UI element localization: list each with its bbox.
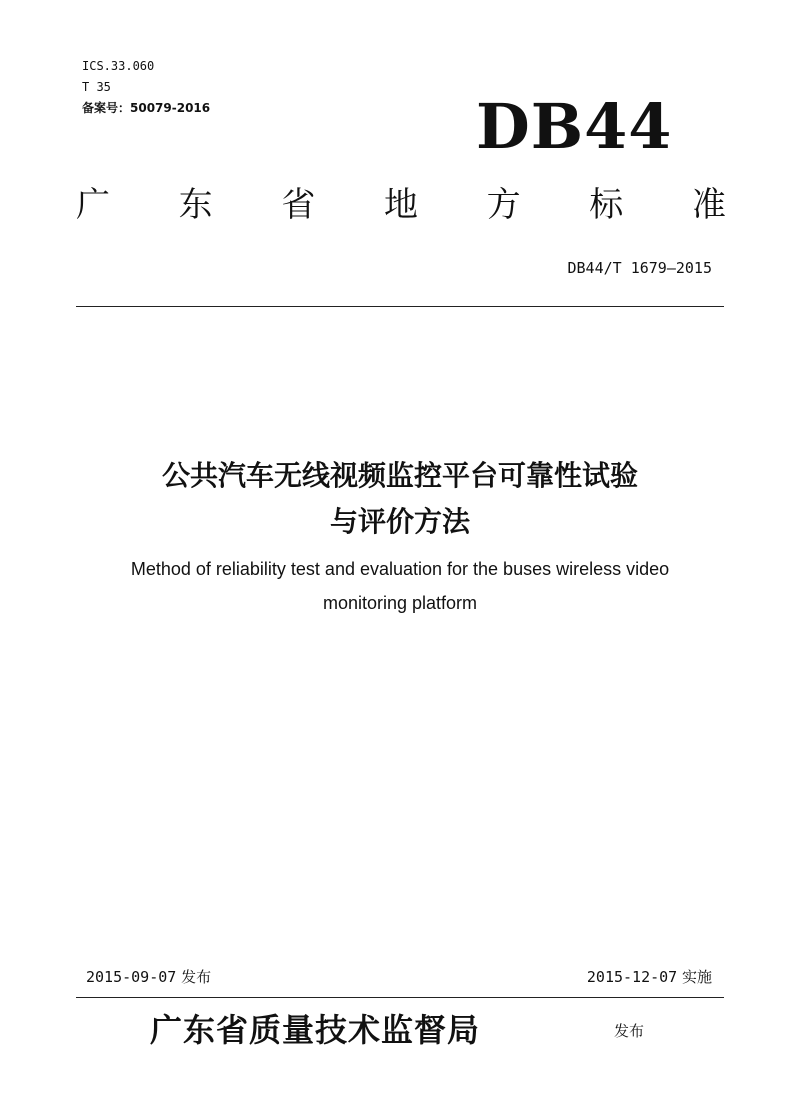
standard-type-char: 方 [486, 185, 521, 225]
bottom-divider [76, 997, 724, 998]
standard-type-char: 标 [589, 185, 624, 225]
classification-code: T 35 [82, 80, 111, 94]
ics-code: ICS.33.060 [82, 59, 155, 73]
standard-type-char: 准 [691, 185, 726, 225]
title-en-line1: Method of reliability test and evaluation for the buses wireless video [130, 559, 670, 579]
issuer-name: 广东省质量技术监督局 [150, 1011, 481, 1049]
issue-date: 2015-09-07 [86, 968, 177, 986]
db44-logo: DB44 [476, 90, 673, 163]
implement-label: 实施 [681, 968, 712, 986]
title-zh-line2: 与评价方法 [329, 505, 470, 538]
title-zh-line1: 公共汽车无线视频监控平台可靠性试验 [161, 459, 638, 492]
issuer-action: 发布 [614, 1022, 645, 1040]
title-en-line2: monitoring platform [322, 593, 478, 613]
filing-number: 备案号：50079-2016 [82, 101, 211, 115]
standard-type-heading [76, 183, 726, 227]
standard-number: DB44/T 1679—2015 [567, 259, 712, 277]
standard-type-char: 省 [281, 185, 316, 225]
implement-date-line [587, 966, 712, 988]
issue-date-line [86, 966, 211, 988]
standard-type-char: 东 [178, 185, 213, 225]
standard-type-char: 广 [76, 185, 110, 225]
standard-type-char: 地 [383, 185, 418, 225]
implement-date: 2015-12-07 [586, 968, 678, 986]
issue-label: 发布 [181, 968, 212, 986]
top-divider [76, 306, 724, 307]
